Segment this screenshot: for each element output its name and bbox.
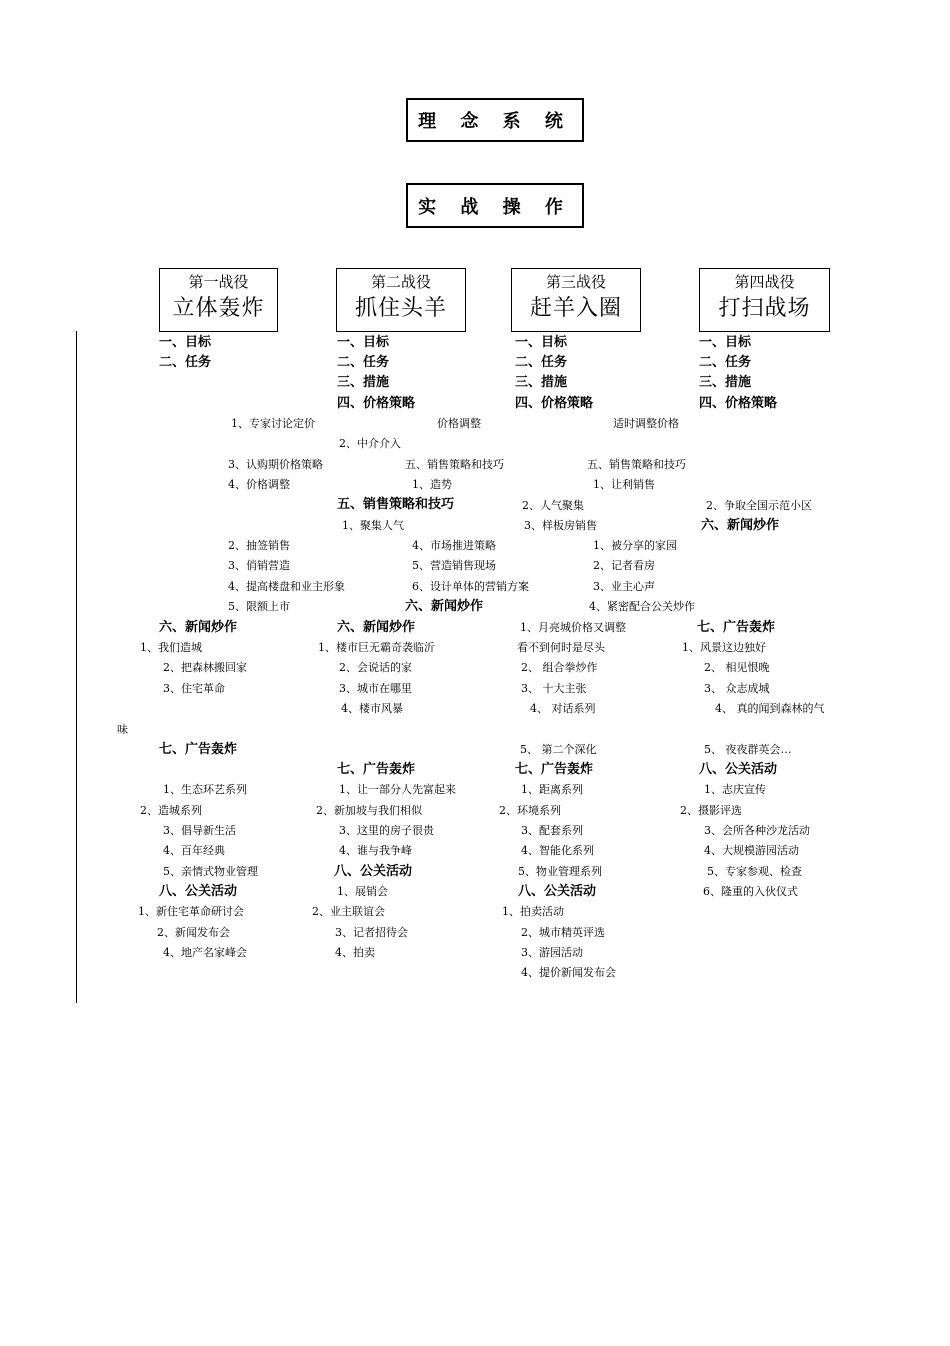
list-item: 适时调整价格 [613, 417, 679, 430]
section-heading: 八、公关活动 [699, 762, 778, 777]
list-item: 4、地产名家峰会 [163, 946, 247, 959]
list-item: 3、游园活动 [521, 946, 583, 959]
section-heading: 一、目标 [515, 335, 568, 350]
practical-operation-title: 实 战 操 作 [418, 196, 572, 218]
section-heading: 七、广告轰炸 [159, 742, 238, 757]
list-item: 3、样板房销售 [524, 519, 597, 532]
list-item: 1、让一部分人先富起来 [339, 783, 456, 796]
section-heading: 四、价格策略 [515, 396, 594, 411]
list-item: 5、专家参观、检查 [707, 865, 802, 878]
section-heading: 二、任务 [515, 355, 568, 370]
campaign-box-3 [511, 268, 641, 332]
list-item: 五、销售策略和技巧 [405, 458, 504, 471]
section-heading: 四、价格策略 [699, 396, 778, 411]
list-item: 3、倡导新生活 [163, 824, 236, 837]
list-item: 看不到何时是尽头 [517, 641, 605, 654]
section-heading: 三、措施 [337, 375, 390, 390]
list-item: 1、距离系列 [521, 783, 583, 796]
section-heading: 一、目标 [699, 335, 752, 350]
list-item: 1、楼市巨无霸奇袭临沂 [318, 641, 435, 654]
list-item: 5、亲情式物业管理 [163, 865, 258, 878]
list-item: 1、让利销售 [593, 478, 655, 491]
list-item: 价格调整 [437, 417, 481, 430]
list-item: 1、生态环艺系列 [163, 783, 247, 796]
list-item: 2、把森林搬回家 [163, 661, 247, 674]
list-item: 3、 众志成城 [704, 682, 770, 695]
list-item: 2、 组合拳炒作 [521, 661, 598, 674]
campaign-2-title: 抓住头羊 [354, 296, 447, 321]
section-heading: 三、措施 [699, 375, 752, 390]
list-item: 3、业主心声 [593, 580, 655, 593]
list-item: 3、城市在哪里 [339, 682, 412, 695]
list-item: 4、百年经典 [163, 844, 225, 857]
list-item: 2、城市精英评选 [521, 926, 605, 939]
section-heading: 四、价格策略 [337, 396, 416, 411]
list-item: 4、 真的闻到森林的气 [715, 702, 825, 715]
list-item: 1、我们造城 [140, 641, 202, 654]
section-heading: 二、任务 [699, 355, 752, 370]
list-item: 5、限额上市 [228, 600, 290, 613]
section-heading: 六、新闻炒作 [337, 620, 416, 635]
section-heading: 一、目标 [159, 335, 212, 350]
list-item: 3、记者招待会 [335, 926, 408, 939]
list-item: 4、大规模游园活动 [704, 844, 799, 857]
list-item: 5、 第二个深化 [520, 743, 597, 756]
list-item: 2、环境系列 [499, 804, 561, 817]
list-item: 4、紧密配合公关炒作 [589, 600, 695, 613]
list-item: 2、摄影评选 [680, 804, 742, 817]
list-item: 4、智能化系列 [521, 844, 594, 857]
list-item: 味 [117, 723, 128, 736]
list-item: 5、营造销售现场 [412, 559, 496, 572]
list-item: 2、争取全国示范小区 [706, 499, 812, 512]
list-item: 3、会所各种沙龙活动 [704, 824, 810, 837]
list-item: 3、 十大主张 [521, 682, 587, 695]
list-item: 1、月亮城价格又调整 [520, 621, 626, 634]
campaign-box-2 [336, 268, 466, 332]
campaign-box-1 [159, 268, 278, 332]
list-item: 1、专家讨论定价 [231, 417, 315, 430]
list-item: 1、被分享的家园 [593, 539, 677, 552]
campaign-2-subtitle: 第二战役 [370, 273, 431, 291]
list-item: 2、新加坡与我们相似 [316, 804, 422, 817]
section-heading: 二、任务 [337, 355, 390, 370]
list-item: 1、展销会 [337, 885, 388, 898]
list-item: 2、记者看房 [593, 559, 655, 572]
campaign-4-title: 打扫战场 [718, 296, 811, 321]
left-margin-line [76, 331, 77, 1003]
list-item: 2、造城系列 [140, 804, 202, 817]
list-item: 2、新闻发布会 [157, 926, 230, 939]
campaign-box-4 [699, 268, 830, 332]
section-heading: 七、广告轰炸 [697, 620, 776, 635]
section-heading: 二、任务 [159, 355, 212, 370]
campaign-4-subtitle: 第四战役 [734, 273, 795, 291]
list-item: 4、拍卖 [335, 946, 375, 959]
list-item: 1、造势 [412, 478, 452, 491]
section-heading: 八、公关活动 [334, 864, 413, 879]
campaign-1-title: 立体轰炸 [172, 296, 265, 321]
campaign-3-title: 赶羊入圈 [529, 296, 622, 321]
list-item: 4、价格调整 [228, 478, 290, 491]
list-item: 2、人气聚集 [522, 499, 584, 512]
practical-operation-box [406, 183, 584, 228]
list-item: 1、聚集人气 [342, 519, 404, 532]
list-item: 4、提高楼盘和业主形象 [228, 580, 345, 593]
list-item: 5、 夜夜群英会… [704, 743, 792, 756]
section-heading: 三、措施 [515, 375, 568, 390]
concept-system-box [406, 98, 584, 142]
list-item: 1、新住宅革命研讨会 [138, 905, 244, 918]
list-item: 3、配套系列 [521, 824, 583, 837]
list-item: 4、 对话系列 [530, 702, 596, 715]
section-heading: 七、广告轰炸 [515, 762, 594, 777]
section-heading: 一、目标 [337, 335, 390, 350]
list-item: 2、抽签销售 [228, 539, 290, 552]
section-heading: 八、公关活动 [518, 884, 597, 899]
campaign-1-subtitle: 第一战役 [188, 273, 249, 291]
list-item: 6、隆重的入伙仪式 [703, 885, 798, 898]
list-item: 5、物业管理系列 [518, 865, 602, 878]
campaign-3-subtitle: 第三战役 [545, 273, 606, 291]
list-item: 3、这里的房子很贵 [339, 824, 434, 837]
list-item: 1、拍卖活动 [502, 905, 564, 918]
list-item: 2、中介介入 [339, 437, 401, 450]
section-heading: 七、广告轰炸 [337, 762, 416, 777]
list-item: 2、业主联谊会 [312, 905, 385, 918]
section-heading: 五、销售策略和技巧 [337, 497, 455, 512]
section-heading: 六、新闻炒作 [405, 599, 484, 614]
list-item: 2、会说话的家 [339, 661, 412, 674]
list-item: 3、俏销营造 [228, 559, 290, 572]
list-item: 2、 相见恨晚 [704, 661, 770, 674]
concept-system-title: 理 念 系 统 [418, 111, 572, 132]
list-item: 五、销售策略和技巧 [587, 458, 686, 471]
list-item: 4、提价新闻发布会 [521, 966, 616, 979]
list-item: 4、市场推进策略 [412, 539, 496, 552]
section-heading: 六、新闻炒作 [159, 620, 238, 635]
list-item: 3、住宅革命 [163, 682, 225, 695]
list-item: 3、认购期价格策略 [228, 458, 323, 471]
section-heading: 八、公关活动 [159, 884, 238, 899]
list-item: 1、风景这边独好 [682, 641, 766, 654]
list-item: 1、志庆宣传 [704, 783, 766, 796]
section-heading: 六、新闻炒作 [701, 518, 780, 533]
list-item: 6、设计单体的营销方案 [412, 580, 529, 593]
list-item: 4、楼市风暴 [341, 702, 403, 715]
list-item: 4、谁与我争峰 [339, 844, 412, 857]
